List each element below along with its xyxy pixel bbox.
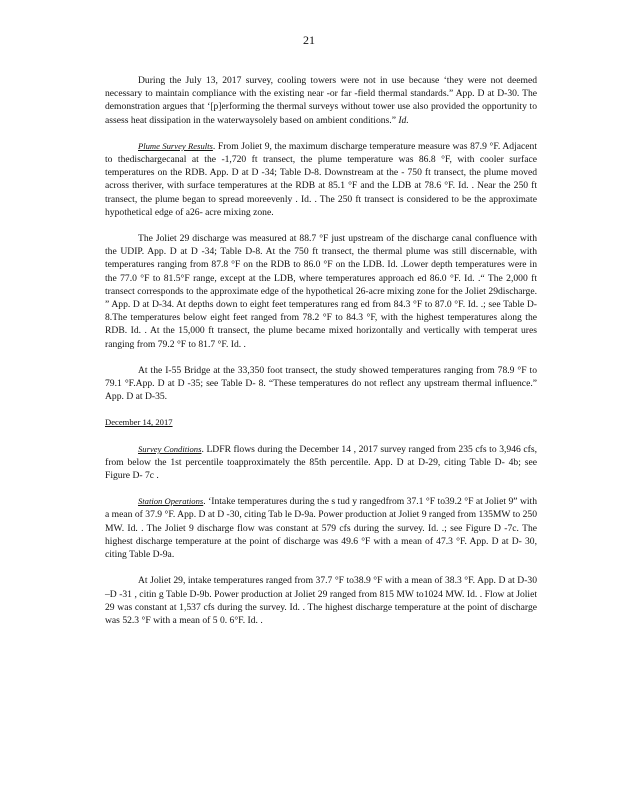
paragraph-joliet-29-intake — [105, 574, 537, 627]
paragraph-text: At Joliet 29, intake temperatures ranged from 37.7 °F to38.9 °F with a mean of 38.3 °F. App. D at D-30 –D -31 , citin g Table D-9b. Power production at Joliet 29 ranged from 815 MW to1024 MW. Id. . Flow at Joliet 29 was constant at 1,537 cfs during the survey. Id. . The highest discharge temperature at the point of discharge was 52.3 °F with a mean of 5 0. 6°F. Id. . — [105, 575, 537, 626]
section-heading-plume-survey-results: Plume Survey Results — [138, 140, 213, 151]
paragraph-plume-survey-results — [105, 140, 537, 219]
date-heading-december — [105, 416, 537, 429]
section-heading-station-operations: Station Operations — [138, 496, 204, 507]
citation-id: Id. — [398, 114, 409, 126]
paragraph-july-cooling-towers — [105, 74, 537, 127]
page-number: 21 — [303, 33, 315, 47]
paragraph-survey-conditions — [105, 443, 537, 483]
date-heading-text: December 14, 2017 — [105, 417, 173, 428]
paragraph-station-operations — [105, 495, 537, 561]
paragraph-joliet-29-discharge — [105, 232, 537, 351]
paragraph-text: The Joliet 29 discharge was measured at 88.7 °F just upstream of the discharge canal confluence with the UDIP. App. D at D -34; Table D-8. At the 750 ft transect, the thermal plume was still discernable, with temperatures ranging from 87.8 °F on the RDB to 86.0 °F on the LDB. Id. .Lower depth temperatures were in the 77.0 °F to 81.5°F range, except at the LDB, where temperatures approach ed 86.0 °F. Id. .“ The 2,000 ft transect corresponds to the approximate edge of the hypothetical 26-acre mixing zone for the Joliet 29discharge. ” App. D at D-34. At depths down to eight feet temperatures rang ed from 84.3 °F to 87.0 °F. Id. .; see Table D-8.The temperatures below eight feet ranged from 78.2 °F to 84.3 °F, with the highest temperatures along the RDB. Id. . At the 15,000 ft transect, the plume became mixed horizontally and vertically with temperat ures ranging from 79.2 °F to 81.7 °F. Id. . — [105, 233, 537, 350]
paragraph-text: . From Joliet 9, the maximum discharge temperature measure was 87.9 °F. Adjacent to thedischargecanal at the -1,720 ft transect, the plume temperature was 86.8 °F, with cooler surface temperatures on the RDB. App. D at D -34; Table D-8. Downstream at the - 750 ft transect, the plume moved across theriver, with surface temperatures at the RDB at 85.1 °F and the LDB at 78.6 °F. Id. . Near the 250 ft transect, the plume began to spread moreevenly . Id. . The 250 ft transect is considered to be the approximate hypothetical edge of a26- acre mixing zone. — [105, 140, 537, 218]
paragraph-text: . LDFR flows during the December 14 , 2017 survey ranged from 235 cfs to 3,946 cfs, from below the 1st percentile toapproximately the 85th percentile. App. D at D-29, citing Table D- 4b; see Figure D- 7c . — [105, 443, 537, 482]
section-heading-survey-conditions: Survey Conditions — [138, 443, 202, 454]
paragraph-text: At the I-55 Bridge at the 33,350 foot transect, the study showed temperatures ranging from 78.9 °F to 79.1 °F.App. D at D -35; see Table D- 8. “These temperatures do not reflect any upstream thermal influence.” App. D at D-35. — [105, 364, 537, 403]
document-body — [105, 74, 537, 640]
paragraph-text: . ‘Intake temperatures during the s tud y rangedfrom 37.1 °F to39.2 °F at Joliet 9” with a mean of 37.9 °F. App. D at D -30, citing Tab le D-9a. Power production at Joliet 9 ranged from 135MW to 250 MW. Id. . The Joliet 9 discharge flow was constant at 579 cfs during the survey. Id. .; see Figure D -7c. The highest discharge temperature at the point of discharge was 49.6 °F with a mean of 47.3 °F. App. D at D- 30, citing Table D-9a. — [105, 496, 538, 561]
paragraph-i55-bridge — [105, 364, 537, 404]
paragraph-text: During the July 13, 2017 survey, cooling towers were not in use because ‘they were not deemed necessary to maintain compliance with the existing near -or far -field thermal standards.” App. D at D-30. The demonstration argues that ‘[p]erforming the thermal surveys without tower use also provided the opportunity to assess heat dissipation in the waterwaysolely based on ambient conditions.” — [105, 75, 537, 126]
